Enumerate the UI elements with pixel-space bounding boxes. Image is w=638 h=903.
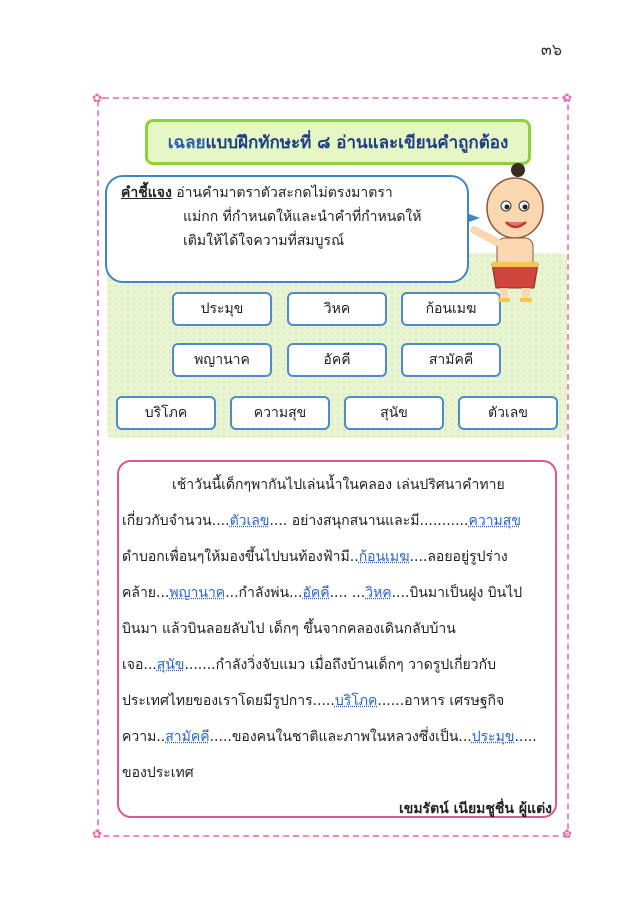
story-text: ....บินมาเป็นฝูง บินไป: [391, 585, 523, 601]
story-text: ประเทศไทยของเราโดยมีรูปการ.....: [122, 693, 335, 709]
story-text: คล้าย...: [122, 585, 170, 601]
word-card: อัคคี: [287, 343, 387, 377]
filled-answer: วิหค: [365, 585, 392, 601]
frame-corner-decoration: ✿: [92, 827, 103, 841]
word-card: บริโภค: [116, 396, 216, 430]
filled-answer: บริโภค: [334, 693, 378, 709]
filled-answer: สุนัข: [156, 657, 185, 673]
word-card: พญานาค: [172, 343, 272, 377]
frame-corner-decoration: ✿: [562, 91, 573, 105]
word-card: ความสุข: [230, 396, 330, 430]
story-line: บินมา แล้วบินลอยลับไป เด็กๆ ขึ้นจากคลองเดินกลับบ้าน: [122, 621, 456, 637]
exercise-title-banner: [145, 119, 531, 165]
story-line: ของประเทศ: [122, 765, 194, 781]
cartoon-boy-illustration: [470, 160, 550, 310]
word-card: ตัวเลข: [458, 396, 558, 430]
story-text: ดำบอกเพื่อนๆให้มองขึ้นไปบนท้องฟ้ามี..: [122, 549, 359, 565]
story-author: เขมรัตน์ เนียมชูชื่น ผู้แต่ง: [398, 801, 552, 817]
story-line: [122, 726, 537, 748]
story-text: .... ...: [329, 585, 366, 601]
filled-answer: พญานาค: [169, 585, 226, 601]
frame-corner-decoration: ✿: [562, 827, 573, 841]
word-card: สุนัข: [344, 396, 444, 430]
story-line: [122, 582, 522, 604]
story-text: .......กำลังวิ่งจับแมว เมื่อถึงบ้านเด็กๆ วาดรูปเกี่ยวกับ: [184, 657, 496, 673]
story-text: ......อาหาร เศรษฐกิจ: [377, 693, 505, 709]
story-line: [122, 690, 504, 712]
story-line: [122, 546, 508, 568]
story-line: [122, 510, 521, 532]
instruction-line: แม่กก ที่กำหนดให้และนำคำที่กำหนดให้: [183, 209, 422, 225]
story-text: เกี่ยวกับจำนวน....: [122, 513, 230, 529]
story-line: [122, 654, 496, 676]
filled-answer: ตัวเลข: [229, 513, 270, 529]
story-text: ความ..: [122, 729, 166, 745]
story-text: ....ลอยอยู่รูปร่าง: [409, 549, 508, 565]
page-number: ๓๖: [540, 40, 562, 59]
filled-answer: อัคคี: [302, 585, 330, 601]
word-card: ประมุข: [172, 292, 272, 326]
frame-corner-decoration: ✿: [92, 91, 103, 105]
filled-answer: ความสุข: [468, 513, 521, 529]
exercise-title: แบบฝึกทักษะที่ ๘ อ่านและเขียนคำถูกต้อง: [205, 132, 509, 153]
instruction-label: คำชี้แจง: [121, 185, 172, 201]
story-text: .... อย่างสนุกสนานและมี...........: [269, 513, 469, 529]
instruction-bubble: [105, 175, 469, 283]
answer-label: เฉลย: [167, 132, 206, 153]
story-text: ...กำลังพ่น...: [225, 585, 303, 601]
filled-answer: ก้อนเมฆ: [358, 549, 410, 565]
filled-answer: ประมุข: [471, 729, 515, 745]
instruction-line: เติมให้ได้ใจความที่สมบูรณ์: [183, 233, 345, 249]
word-card: ก้อนเมฆ: [401, 292, 501, 326]
story-text: .....ของคนในชาติและภาพในหลวงซึ่งเป็น...: [209, 729, 472, 745]
story-line: เช้าวันนี้เด็กๆพากันไปเล่นน้ำในคลอง เล่นปริศนาคำทาย: [172, 477, 505, 493]
instruction-line: อ่านคำมาตราตัวสะกดไม่ตรงมาตรา: [176, 185, 393, 201]
story-text: เจอ...: [122, 657, 157, 673]
word-card: สามัคคี: [401, 343, 501, 377]
story-text: .....: [514, 729, 537, 745]
filled-answer: สามัคคี: [165, 729, 210, 745]
word-card: วิหค: [287, 292, 387, 326]
